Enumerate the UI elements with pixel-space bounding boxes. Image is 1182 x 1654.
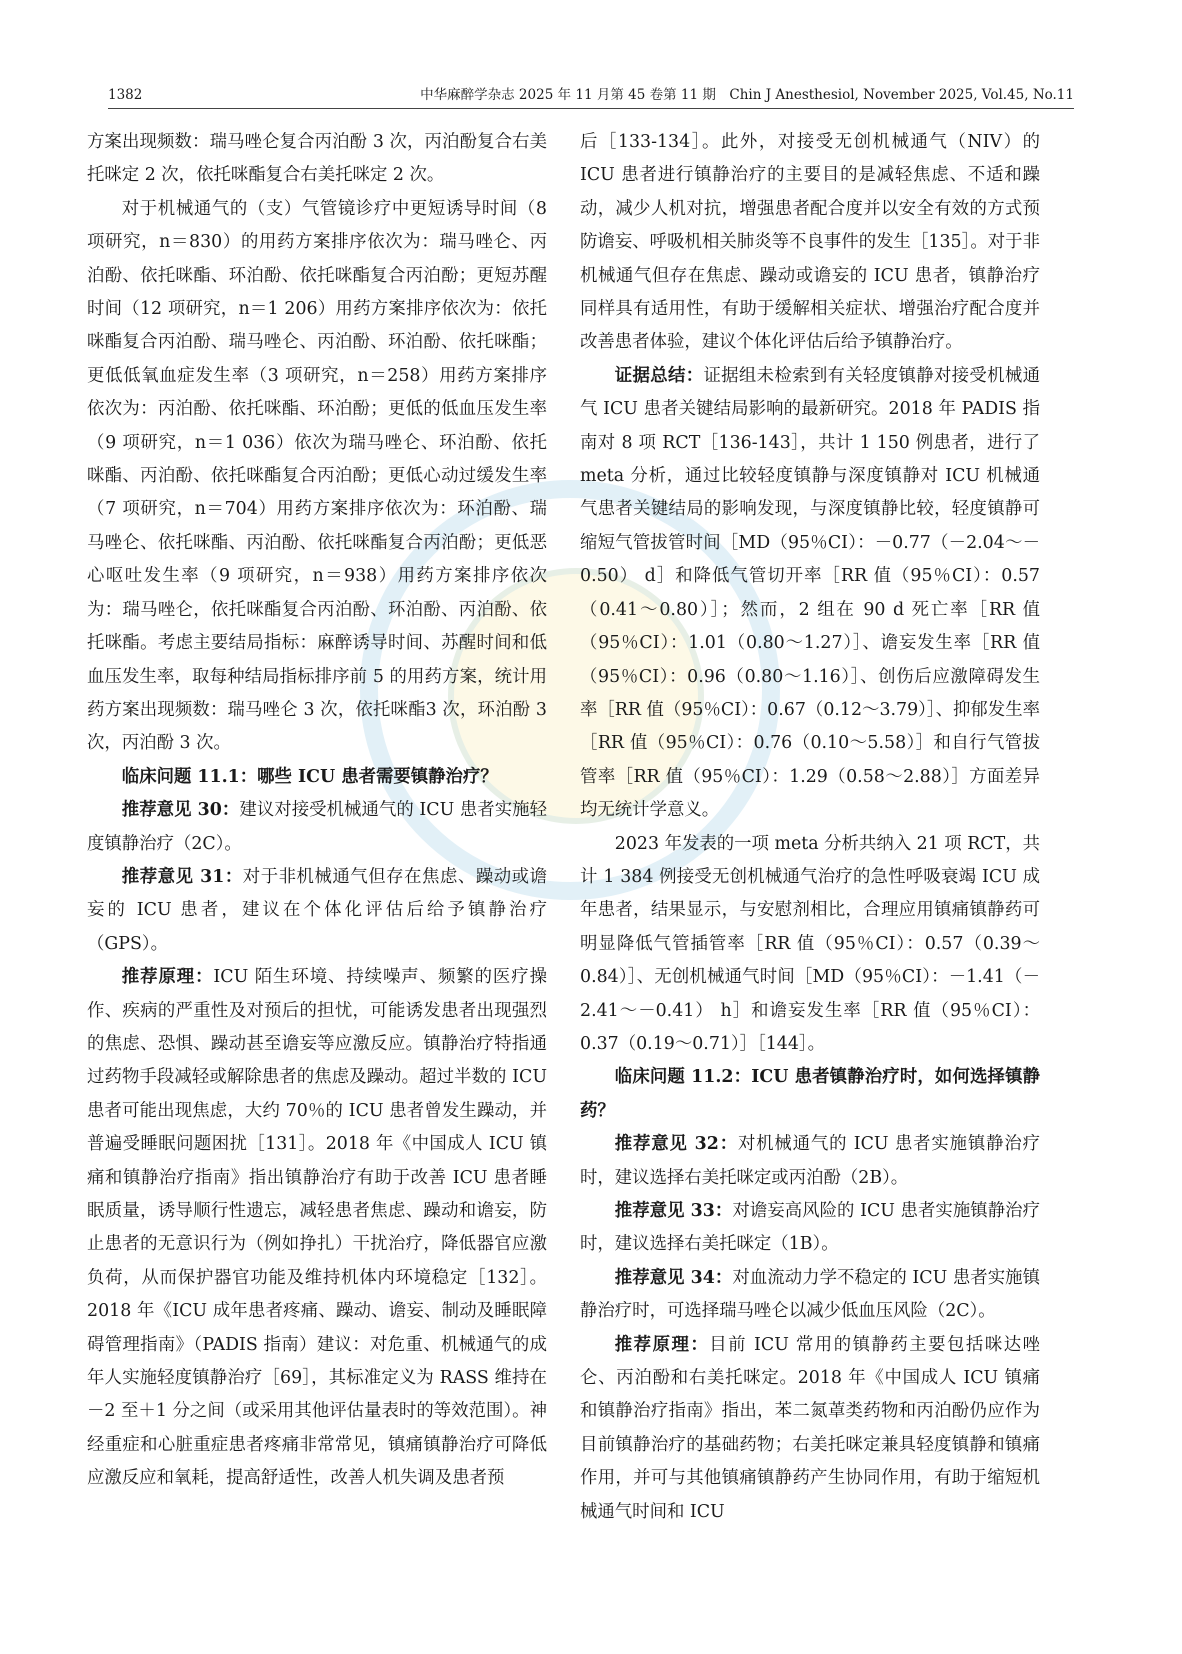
rationale bbox=[580, 1329, 1040, 1529]
right-column bbox=[580, 126, 1040, 1529]
rationale-label: 推荐原理： bbox=[121, 967, 214, 988]
rationale-text: ICU 陌生环境、持续噪声、频繁的医疗操作、疾病的严重性及对预后的担忧，可能诱发患者出现强烈的焦虑、恐惧、躁动甚至谵妄等应激反应。镇静治疗特指通过药物手段减轻或解除患者的焦虑及躁动。超过半数的 ICU 患者可能出现焦虑，大约 70％的 ICU 患者曾发生躁动，并普遍受睡眠问题困扰［131］。2018 年《中国成人 ICU 镇痛和镇静治疗指南》指出镇静治疗有助于改善 ICU 患者睡眠质量，诱导顺行性遗忘，减轻患者焦虑、躁动和谵妄，防止患者的无意识行为（例如挣扎）干扰治疗，降低器官应激负荷，从而保护器官功能及维持机体内环境稳定［132］。2018 年《ICU 成年患者疼痛、躁动、谵妄、制动及睡眠障碍管理指南》（PADIS 指南）建议：对危重、机械通气的成年人实施轻度镇静治疗［69］，其标准定义为 RASS 维持在－2 至＋1 分之间（或采用其他评估量表时的等效范围）。神经重症和心脏重症患者疼痛非常常见，镇痛镇静治疗可降低应激反应和氧耗，提高舒适性，改善人机失调及患者预 bbox=[87, 967, 547, 1489]
rationale bbox=[87, 961, 547, 1496]
recommendation-label: 推荐意见 34： bbox=[614, 1267, 733, 1288]
evidence-label: 证据总结： bbox=[614, 365, 704, 386]
rationale-text: 目前 ICU 常用的镇静药主要包括咪达唑仑、丙泊酚和右美托咪定。2018 年《中国成人 ICU 镇痛和镇静治疗指南》指出，苯二氮䓬类药物和丙泊酚仍应作为目前镇静治疗的基础药物；右美托咪定兼具轻度镇静和镇痛作用，并可与其他镇痛镇静药产生协同作用，有助于缩短机械通气时间和 ICU bbox=[580, 1334, 1040, 1522]
recommendation bbox=[580, 1128, 1040, 1195]
recommendation bbox=[580, 1262, 1040, 1329]
evidence-summary bbox=[580, 360, 1040, 828]
page-number: 1382 bbox=[108, 87, 143, 103]
recommendation-label: 推荐意见 32： bbox=[614, 1134, 738, 1155]
left-column bbox=[87, 126, 547, 1496]
paragraph: 后［133-134］。此外，对接受无创机械通气（NIV）的 ICU 患者进行镇静治疗的主要目的是减轻焦虑、不适和躁动，减少人机对抗，增强患者配合度并以安全有效的方式预防谵妄、呼吸机相关肺炎等不良事件的发生［135］。对于非机械通气但存在焦虑、躁动或谵妄的 ICU 患者，镇静治疗同样具有适用性，有助于缓解相关症状、增强治疗配合度并改善患者体验，建议个体化评估后给予镇静治疗。 bbox=[580, 132, 1040, 353]
section-heading: 临床问题 11.2：ICU 患者镇静治疗时，如何选择镇静药？ bbox=[580, 1067, 1040, 1121]
journal-citation: 中华麻醉学杂志 2025 年 11 月第 45 卷第 11 期 Chin J Anesthesiol, November 2025, Vol.45, No.11 bbox=[420, 87, 1074, 103]
paragraph: 2023 年发表的一项 meta 分析共纳入 21 项 RCT，共计 1 384 例接受无创机械通气治疗的急性呼吸衰竭 ICU 成年患者，结果显示，与安慰剂相比，合理应用镇痛镇静药可明显降低气管插管率［RR 值（95％CI）：0.57（0.39～0.84）］、无创机械通气时间［MD（95％CI）：－1.41（－2.41～－0.41） h］和谵妄发生率［RR 值（95％CI）：0.37（0.19～0.71）］［144］。 bbox=[580, 833, 1040, 1054]
evidence-text: 证据组未检索到有关轻度镇静对接受机械通气 ICU 患者关键结局影响的最新研究。2018 年 PADIS 指南对 8 项 RCT［136-143］，共计 1 150 例患者，进行了 meta 分析，通过比较轻度镇静与深度镇静对 ICU 机械通气患者关键结局的影响发现，与深度镇静比较，轻度镇静可缩短气管拔管时间［MD（95％CI）：－0.77（－2.04～－0.50） d］和降低气管切开率［RR 值（95％CI）：0.57（0.41～0.80）］；然而，2 组在 90 d 死亡率［RR 值（95％CI）：1.01（0.80～1.27）］、谵妄发生率［RR 值（95％CI）：0.96（0.80～1.16）］、创伤后应激障碍发生率［RR 值（95％CI）：0.67（0.12～3.79）］、抑郁发生率［RR 值（95％CI）：0.76（0.10～5.58）］和自行气管拔管率［RR 值（95％CI）：1.29（0.58～2.88）］方面差异均无统计学意义。 bbox=[580, 365, 1040, 821]
recommendation bbox=[87, 861, 547, 961]
recommendation-text: 对血流动力学不稳定的 ICU 患者实施镇静治疗时，可选择瑞马唑仑以减少低血压风险（2C）。 bbox=[580, 1267, 1040, 1322]
running-header bbox=[108, 82, 1074, 109]
rationale-label: 推荐原理： bbox=[614, 1334, 710, 1355]
recommendation-text: 对谵妄高风险的 ICU 患者实施镇静治疗时，建议选择右美托咪定（1B）。 bbox=[580, 1201, 1040, 1255]
recommendation-label: 推荐意见 30： bbox=[121, 800, 240, 821]
recommendation-label: 推荐意见 31： bbox=[121, 866, 243, 887]
recommendation-text: 对于非机械通气但存在焦虑、躁动或谵妄的 ICU 患者，建议在个体化评估后给予镇静治疗（GPS）。 bbox=[87, 866, 547, 954]
recommendation bbox=[87, 794, 547, 861]
section-heading: 临床问题 11.1：哪些 ICU 患者需要镇静治疗？ bbox=[121, 766, 498, 787]
paragraph: 方案出现频数：瑞马唑仑复合丙泊酚 3 次，丙泊酚复合右美托咪定 2 次，依托咪酯复合右美托咪定 2 次。 bbox=[87, 132, 547, 186]
recommendation bbox=[580, 1195, 1040, 1262]
paragraph: 对于机械通气的（支）气管镜诊疗中更短诱导时间（8 项研究，n＝830）的用药方案排序依次为：瑞马唑仑、丙泊酚、依托咪酯、环泊酚、依托咪酯复合丙泊酚；更短苏醒时间（12 项研究，n＝1 206）用药方案排序依次为：依托咪酯复合丙泊酚、瑞马唑仑、丙泊酚、环泊酚、依托咪酯；更低低氧血症发生率（3 项研究，n＝258）用药方案排序依次为：丙泊酚、依托咪酯、环泊酚；更低的低血压发生率（9 项研究，n＝1 036）依次为瑞马唑仑、环泊酚、依托咪酯、丙泊酚、依托咪酯复合丙泊酚；更低心动过缓发生率（7 项研究，n＝704）用药方案排序依次为：环泊酚、瑞马唑仑、依托咪酯、丙泊酚、依托咪酯复合丙泊酚；更低恶心呕吐发生率（9 项研究，n＝938）用药方案排序依次为：瑞马唑仑，依托咪酯复合丙泊酚、环泊酚、丙泊酚、依托咪酯。考虑主要结局指标：麻醉诱导时间、苏醒时间和低血压发生率，取每种结局指标排序前 5 的用药方案，统计用药方案出现频数：瑞马唑仑 3 次，依托咪酯3 次，环泊酚 3 次，丙泊酚 3 次。 bbox=[87, 198, 547, 754]
recommendation-text: 建议对接受机械通气的 ICU 患者实施轻度镇静治疗（2C）。 bbox=[87, 800, 547, 854]
recommendation-label: 推荐意见 33： bbox=[614, 1201, 733, 1221]
recommendation-text: 对机械通气的 ICU 患者实施镇静治疗时，建议选择右美托咪定或丙泊酚（2B）。 bbox=[580, 1134, 1040, 1188]
